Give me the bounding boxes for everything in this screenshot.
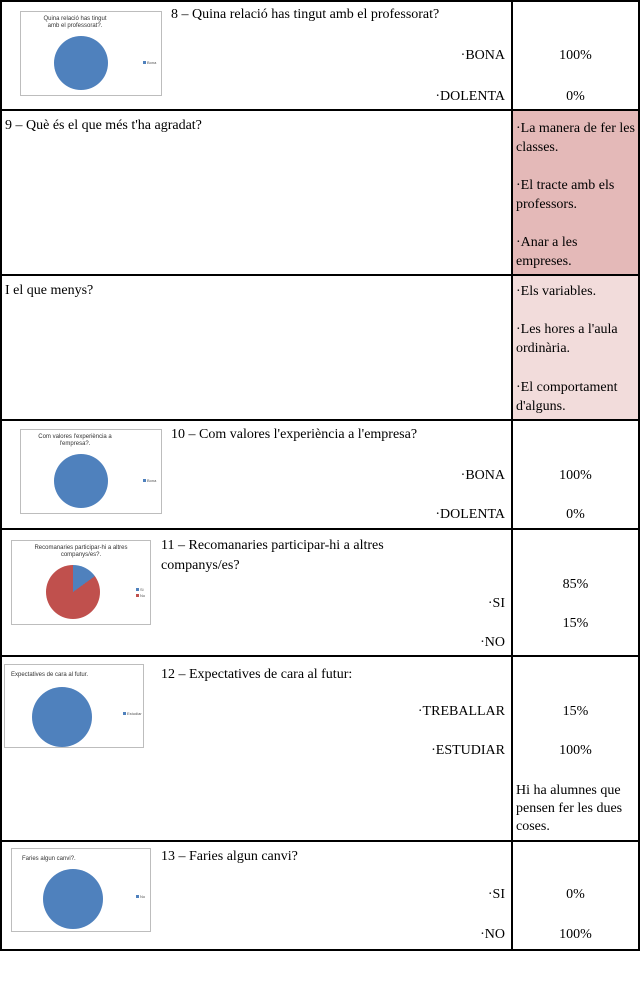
option-bona-value: 100% [559, 48, 592, 63]
pie-slice-bona [54, 454, 108, 508]
chart-title: Quina relació has tingut amb el professorat?. [43, 16, 107, 29]
question-13-pie-chart [11, 848, 151, 932]
question-9-row [0, 109, 640, 276]
question-12-pie-chart [4, 664, 144, 748]
option-no-value: 100% [559, 927, 592, 942]
question-11-left-cell [0, 528, 513, 657]
option-no-value: 15% [562, 616, 589, 631]
question-8-text: 8 – Quina relació has tingut amb el professorat? [171, 7, 440, 22]
answer-item: ·Anar a les empreses. [516, 235, 578, 269]
pie-slice-bona [54, 36, 108, 90]
question-10-pie-chart [20, 429, 162, 514]
question-13-right-cell [511, 840, 640, 951]
chart-legend: Estudiar [123, 711, 142, 716]
chart-title: Recomanaries participar-hi a altres companys/es?. [34, 545, 128, 558]
note-text: Hi ha alumnes que pensen fer les dues coses. [516, 783, 623, 834]
question-11-text: 11 – Recomanaries participar-hi a altres companys/es? [161, 538, 384, 573]
question-11-right-cell [511, 528, 640, 657]
answer-item: ·Els variables. [516, 284, 597, 299]
question-12-row [0, 655, 640, 842]
option-si-label: ·SI [487, 596, 505, 611]
question-10-text: 10 – Com valores l'experiència a l'empresa? [171, 427, 418, 442]
question-13-text: 13 – Faries algun canvi? [161, 849, 298, 864]
option-estudiar-value: 100% [559, 743, 592, 758]
question-8-pie-chart [20, 11, 162, 96]
question-13-row [0, 840, 640, 951]
option-dolenta-label: ·DOLENTA [435, 89, 505, 104]
option-bona-label: ·BONA [460, 48, 505, 63]
option-estudiar-label: ·ESTUDIAR [431, 743, 505, 758]
question-10-right-cell [511, 419, 640, 530]
pie-chart-si-no [46, 565, 100, 619]
answer-item: ·Les hores a l'aula ordinària. [516, 322, 618, 356]
option-dolenta-value: 0% [566, 507, 585, 522]
chart-legend: Bona [143, 60, 156, 65]
question-12-text: 12 – Expectatives de cara al futur: [161, 667, 353, 682]
question-9-right-cell [511, 109, 640, 276]
question-9-left-cell [0, 109, 513, 276]
option-treballar-label: ·TREBALLAR [417, 704, 505, 719]
pie-slice-no [43, 869, 103, 929]
option-si-label: ·SI [487, 887, 505, 902]
question-9b-row [0, 274, 640, 421]
question-10-left-cell [0, 419, 513, 530]
option-dolenta-label: ·DOLENTA [435, 507, 505, 522]
option-bona-label: ·BONA [460, 468, 505, 483]
question-13-left-cell [0, 840, 513, 951]
answer-item: ·El comportament d'alguns. [516, 380, 618, 414]
option-no-label: ·NO [480, 635, 505, 650]
answer-item: ·La manera de fer les classes. [516, 121, 635, 155]
option-treballar-value: 15% [562, 704, 589, 719]
answer-item: ·El tracte amb els professors. [516, 178, 615, 212]
chart-title: Expectatives de cara al futur. [11, 672, 89, 678]
question-9b-text: I el que menys? [5, 283, 94, 298]
question-9b-left-cell [0, 274, 513, 421]
question-9b-right-cell [511, 274, 640, 421]
pie-slice-estudiar [32, 687, 92, 747]
question-11-pie-chart [11, 540, 151, 625]
chart-title: Faries algun canvi?. [22, 856, 76, 862]
chart-legend: No [136, 894, 145, 899]
question-8-row [0, 0, 640, 111]
question-9-text: 9 – Què és el que més t'ha agradat? [5, 118, 202, 133]
chart-title: Com valores l'experiència a l'empresa?. [38, 434, 112, 447]
question-10-row [0, 419, 640, 530]
chart-legend: Si No [136, 587, 145, 599]
option-no-label: ·NO [480, 927, 505, 942]
question-11-row [0, 528, 640, 657]
option-dolenta-value: 0% [566, 89, 585, 104]
chart-legend: Bona [143, 478, 156, 483]
option-si-value: 85% [562, 577, 589, 592]
option-bona-value: 100% [559, 468, 592, 483]
option-si-value: 0% [566, 887, 585, 902]
question-8-left-cell [0, 0, 513, 111]
question-8-right-cell [511, 0, 640, 111]
question-12-right-cell [511, 655, 640, 842]
question-12-left-cell [0, 655, 513, 842]
